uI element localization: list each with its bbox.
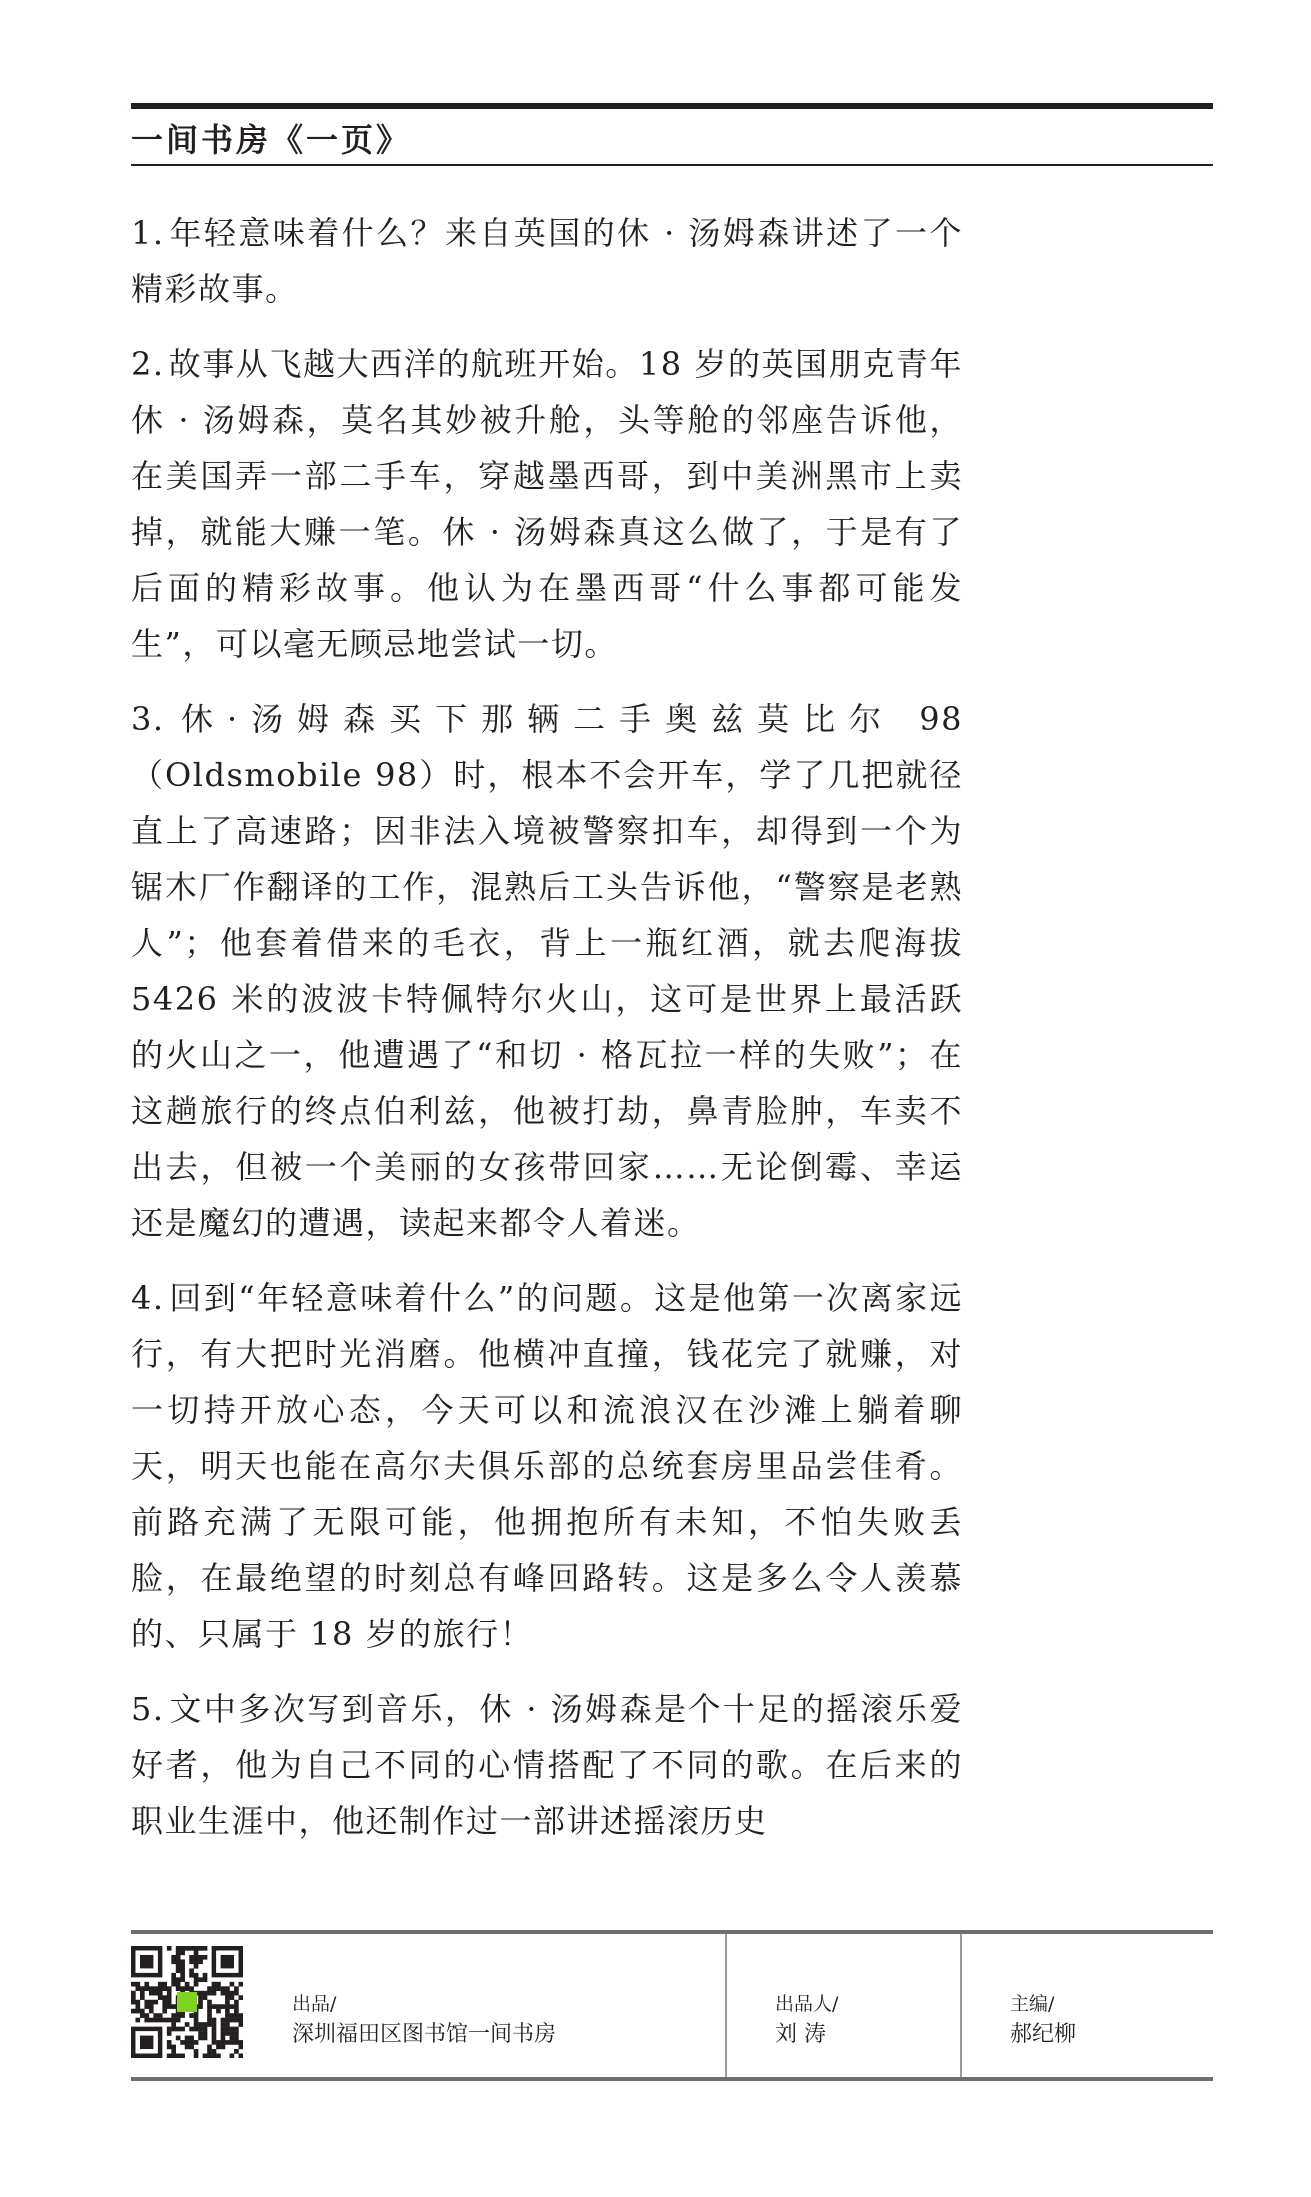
header-bottom-rule <box>131 164 1213 166</box>
footer-divider-1 <box>725 1934 727 2077</box>
publisher-label: 出品人/ <box>775 1993 839 2015</box>
qr-code[interactable] <box>131 1946 243 2058</box>
paragraph-text: 年轻意味着什么？来自英国的休 · 汤姆森讲述了一个精彩故事。 <box>131 214 963 308</box>
paragraph-2 <box>131 336 963 672</box>
footer-top-rule <box>131 1930 1213 1934</box>
qr-logo <box>177 1992 197 2012</box>
header-top-rule <box>131 103 1213 109</box>
producer-label: 出品/ <box>292 1993 337 2015</box>
paragraph-text: 休·汤姆森买下那辆二手奥兹莫比尔 98（Oldsmobile 98）时，根本不会开车，学了几把就径直上了高速路；因非法入境被警察扣车，却得到一个为锯木厂作翻译的工作，混熟后工头告诉他，“警察是老熟人”；他套着借来的毛衣，背上一瓶红酒，就去爬海拔 5426 米的波波卡特佩特尔火山，这可是世界上最活跃的火山之一，他遭遇了“和切 · 格瓦拉一样的失败”；在这趟旅行的终点伯利兹，他被打劫，鼻青脸肿，车卖不出去，但被一个美丽的女孩带回家……无论倒霉、幸运还是魔幻的遭遇，读起来都令人着迷。 <box>131 700 963 1242</box>
paragraph-3 <box>131 691 963 1251</box>
editor-label: 主编/ <box>1010 1993 1055 2015</box>
paragraph-number: 4. <box>131 1279 165 1317</box>
paragraph-number: 5. <box>131 1690 165 1728</box>
paragraph-text: 回到“年轻意味着什么”的问题。这是他第一次离家远行，有大把时光消磨。他横冲直撞，钱花完了就赚，对一切持开放心态，今天可以和流浪汉在沙滩上躺着聊天，明天也能在高尔夫俱乐部的总统套房里品尝佳肴。前路充满了无限可能，他拥抱所有未知，不怕失败丢脸，在最绝望的时刻总有峰回路转。这是多么令人羡慕的、只属于 18 岁的旅行！ <box>131 1279 963 1653</box>
paragraph-4 <box>131 1270 963 1662</box>
paragraph-number: 1. <box>131 214 165 252</box>
footer-bottom-rule <box>131 2077 1213 2081</box>
page-title: 一间书房《一页》 <box>131 121 412 159</box>
paragraph-text: 故事从飞越大西洋的航班开始。18 岁的英国朋克青年休 · 汤姆森，莫名其妙被升舱，头等舱的邻座告诉他，在美国弄一部二手车，穿越墨西哥，到中美洲黑市上卖掉，就能大赚一笔。休 · 汤姆森真这么做了，于是有了后面的精彩故事。他认为在墨西哥“什么事都可能发生”，可以毫无顾忌地尝试一切。 <box>131 345 963 663</box>
editor-value: 郝纪柳 <box>1010 2022 1077 2047</box>
paragraph-5 <box>131 1681 963 1849</box>
article-body <box>131 205 963 1868</box>
footer-divider-2 <box>960 1934 962 2077</box>
paragraph-number: 2. <box>131 345 165 383</box>
paragraph-number: 3. <box>131 700 165 738</box>
paragraph-1 <box>131 205 963 317</box>
paragraph-text: 文中多次写到音乐，休 · 汤姆森是个十足的摇滚乐爱好者，他为自己不同的心情搭配了不同的歌。在后来的职业生涯中，他还制作过一部讲述摇滚历史 <box>131 1690 963 1840</box>
producer-value: 深圳福田区图书馆一间书房 <box>292 2022 557 2047</box>
publisher-value: 刘 涛 <box>775 2022 826 2047</box>
